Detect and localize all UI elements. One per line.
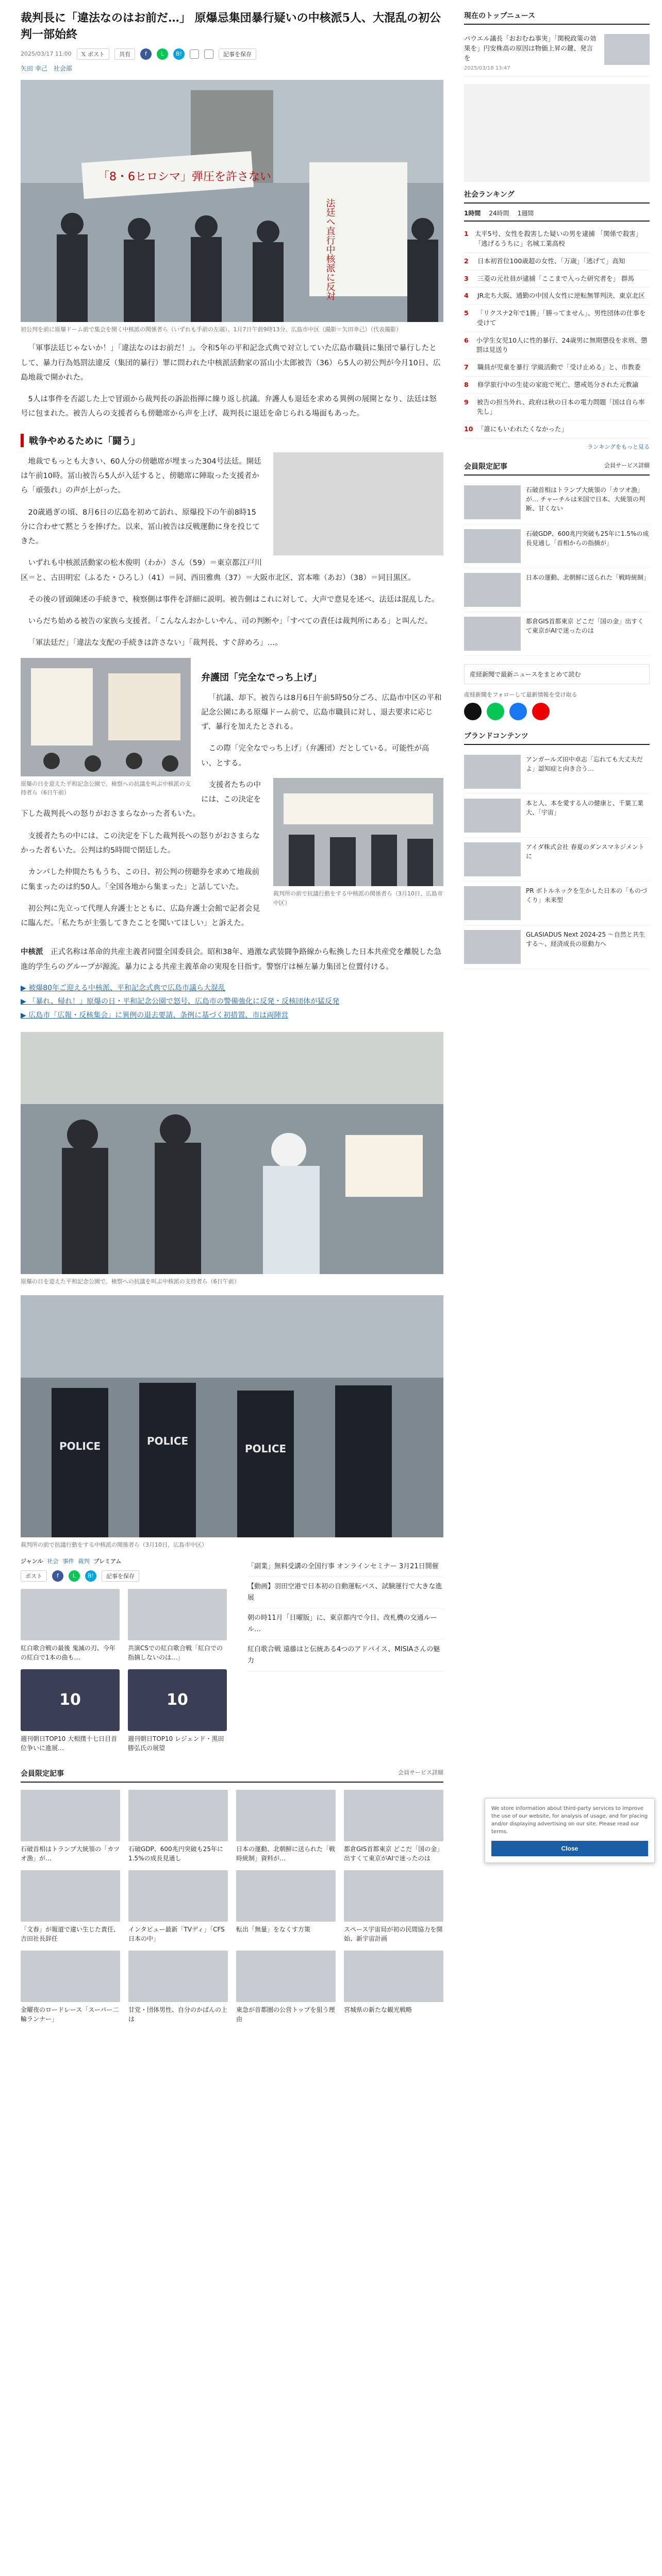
card-title: スペース宇宙局が初の民間協力を開始、新宇宙計画: [344, 1925, 443, 1942]
court-photo-art: [273, 778, 443, 886]
ranking-item[interactable]: [464, 332, 650, 360]
ranking-title: 社会ランキング: [464, 189, 650, 204]
top-news-headline: パウエル議長「おおむね事実」「関税政策の効果を」円安株高の原因は物価上昇の鍵、発言を: [464, 35, 597, 62]
paragraph: 20歳過ぎの頃、8月6日の広島を初めて訪れ、原爆投下の午前8時15分に合わせて黙とうを捧げた。以来、冨山被告は反戦運動に身を投じてきた。: [21, 508, 260, 546]
sidebar: [464, 10, 650, 969]
card-thumb: [344, 1870, 443, 1922]
card-title: 石破首相はトランプ大統領の「カツオ漁」が…: [21, 1845, 120, 1862]
premium-card[interactable]: [21, 1870, 120, 1943]
ranking-item[interactable]: [464, 377, 650, 394]
x-icon[interactable]: [464, 703, 482, 720]
item-text: 石破首相はトランプ大統領の「カツオ漁」が… チャーチルは米国で日本、大統領の判断、甘くない: [526, 486, 645, 512]
subheading-1: 戦争やめるために「闘う」: [21, 434, 443, 447]
protest-photo: [21, 658, 191, 776]
sidebar-ad[interactable]: [464, 84, 650, 182]
cookie-dialog: [485, 1798, 655, 1863]
rank-number: 2: [464, 257, 469, 265]
premium-card[interactable]: [21, 1951, 120, 2024]
item-thumb: [464, 886, 521, 920]
newsletter-text: 産経新聞で最新ニュースをまとめて読む: [470, 670, 581, 678]
share-x-button[interactable]: ポスト: [21, 1570, 47, 1582]
ranking-item[interactable]: [464, 270, 650, 288]
item-thumb: [464, 573, 521, 607]
card-thumb: [128, 1669, 227, 1731]
follow-label: 産経新聞をフォローして最新情報を受け取る: [464, 691, 577, 698]
paragraph: 支援者たちの中には、この決定を下した裁判長への怒りがおさまらなかった者もいた。: [21, 781, 261, 819]
item-text: 本と人、本を愛する人の健康と、千葉工業大、「宇宙」: [526, 799, 644, 816]
sns-row: [464, 703, 650, 720]
lead-photo-caption: 初公判を前に原爆ドーム前で集会を開く中核派の関係者ら（いずれも手前の左端）、1月7日午前9時13分、広島市中区（撮影＝矢田幸己）（代表撮影）: [21, 326, 402, 333]
lead-photo-art: [21, 80, 443, 322]
rank-number: 4: [464, 292, 469, 300]
inline-ad: [273, 452, 443, 555]
premium-section-head: [21, 1768, 443, 1783]
top-news-text: [464, 34, 599, 72]
related-link[interactable]: ▶ 広島市「広報・反核集会」に異例の退去要請、条例に基づく初措置、市は両陣営: [21, 1011, 289, 1020]
tags2-label: プレミアム: [93, 1557, 122, 1565]
related-links: [21, 981, 443, 1023]
line-icon[interactable]: L: [69, 1570, 80, 1582]
court-photo-caption: 裁判所の前で抗議行動をする中核派の関係者ら（3月10日、広島市中区）: [273, 890, 443, 906]
police-label: POLICE: [59, 1440, 101, 1453]
card-title: 紅白歌合戦の最後 鬼滅の刃、今年の紅白で1本の曲も…: [21, 1644, 115, 1661]
brand-item[interactable]: [464, 838, 650, 882]
list-item[interactable]: 朝の時11月「日曜版」に、東京都内で今日、改札機の交通ルール…: [247, 1608, 443, 1640]
hatena-icon[interactable]: B!: [85, 1570, 96, 1582]
rank-text: 修学旅行中の生徒の家庭で死亡、懲戒処分された元教諭: [477, 380, 639, 388]
rank-number: 7: [464, 363, 469, 371]
rank-number: 1: [464, 230, 469, 238]
premium-card[interactable]: [128, 1790, 228, 1863]
paragraph: いらだち始める被告の家族ら支援者。「こんなんおかしいやん、司の判断や」「すべての責任は裁判所にある」と叫んだ。: [28, 617, 433, 626]
sidebar-premium-more[interactable]: 会員サービス詳細: [604, 462, 650, 469]
lead-photo: [21, 80, 443, 322]
ranking-item[interactable]: [464, 394, 650, 421]
card-thumb: [21, 1870, 120, 1922]
save-article-button[interactable]: 記事を保存: [102, 1570, 139, 1582]
premium-card[interactable]: [344, 1790, 443, 1863]
tag[interactable]: 事件: [62, 1557, 74, 1565]
premium-card[interactable]: [21, 1790, 120, 1863]
list-item[interactable]: 「副業」無料受講の全国行事 オンラインセミナー 3月21日開催: [247, 1557, 443, 1577]
premium-card[interactable]: [128, 1870, 228, 1943]
tags-label: ジャンル: [21, 1557, 43, 1565]
item-thumb: [464, 485, 521, 519]
item-text: 都倉GIS首都東京 どこだ「国の金」出すくて東京がAIで迷ったのは: [526, 617, 644, 634]
article-meta: [21, 48, 443, 60]
rank-text: 三菱の元社員が逮捕「ここまで入った研究者を」 群馬: [477, 274, 634, 282]
item-thumb: [464, 799, 521, 833]
card-thumb: [236, 1951, 336, 2002]
card-title: 「文春」が報道で違い生じた責任、吉田社長辞任: [21, 1925, 120, 1942]
card-thumb: [128, 1589, 227, 1640]
rank-text: 「誰にもいわれたくなかった」: [477, 425, 568, 433]
below-card[interactable]: [128, 1669, 227, 1753]
ranking-item[interactable]: [464, 359, 650, 377]
footnote-text: 正式名称は革命的共産主義者同盟全国委員会。昭和38年、過激な武装闘争路線から転換した日本共産党を離脱した急進的学生らのグループが源流。暴力による共産主義革命の実現を目指す。警察庁は極左暴力集団と位置付ける。: [21, 948, 441, 971]
premium-card[interactable]: [236, 1790, 336, 1863]
card-thumb: [21, 1669, 120, 1731]
top-news-thumb: [604, 34, 650, 65]
ranking-more-link[interactable]: ランキングをもっと見る: [587, 443, 650, 450]
print-icon[interactable]: [204, 49, 213, 59]
list-item[interactable]: 【動画】羽田空港で日本初の自動運転バス、試験運行で大きな進展: [247, 1577, 443, 1608]
card-thumb: [21, 1951, 120, 2002]
paragraph: いずれも中核派活動家の松木俊明（わか）さん（59）＝東京都江戸川区＝と、古田明宏（ふるた・ひろし）（41）＝同、西田雅典（37）＝大阪市北区、宮本唯（あお）（38）＝同目黒区。: [21, 559, 416, 582]
card-thumb: [344, 1951, 443, 2002]
rank-text: 職員が児童を暴行 学級活動で「受け止める」と、市教委: [477, 363, 641, 371]
rank-text: 太平5号、女性を殺害した疑いの男を逮捕 「関係で殺害」 「逃げるうちに」名城工業高校: [474, 230, 642, 247]
ranking-list: [464, 226, 650, 438]
premium-card[interactable]: [344, 1870, 443, 1943]
card-title: 石破GDP、600兆円突破も25年に1.5%の成長見通し: [128, 1845, 223, 1862]
ranking-item[interactable]: [464, 253, 650, 270]
footnote-label: 中核派: [21, 948, 43, 957]
sidebar-premium-item[interactable]: [464, 612, 650, 656]
rank-number: 8: [464, 380, 469, 388]
youtube-icon[interactable]: [532, 703, 550, 720]
police-photo-caption: 裁判所の前で抗議行動をする中核派の関係者ら（3月10日、広島市中区）: [21, 1541, 207, 1549]
item-thumb: [464, 617, 521, 651]
item-thumb: [464, 755, 521, 789]
card-thumb: [21, 1589, 120, 1640]
line-icon[interactable]: L: [157, 48, 168, 60]
card-thumb: [344, 1790, 443, 1841]
cookie-text: We store information about third-party services to improve the use of our website, for analysis of usage, and for placing and/or displaying advertising on our site. Please read our terms.: [491, 1806, 648, 1835]
article-title: 裁判長に「違法なのはお前だ…」 原爆忌集団暴行疑いの中核派5人、大混乱の初公判一部始終: [21, 11, 441, 41]
sidebar-premium-item[interactable]: [464, 481, 650, 524]
cookie-close-button[interactable]: Close: [491, 1841, 648, 1856]
save-article-button[interactable]: 記事を保存: [219, 48, 256, 60]
item-text: アイダ株式会社 春夏のダンスマネジメントに: [526, 843, 644, 860]
paragraph: この際「完全なでっち上げ」（弁護団）だとしている。可能性が高い、とする。: [201, 744, 429, 768]
card-thumb: [21, 1790, 120, 1841]
card-title: 宮城県の新たな観光戦略: [344, 2006, 412, 2013]
paragraph: 地裁でもっとも大きい、60人分の傍聴席が埋まった304号法廷。開廷は午前10時。冨山被告ら5人が入廷すると、傍聴席に陣取った支援者から「頑張れ」の声が上がった。: [21, 457, 261, 495]
card-thumb: [236, 1870, 336, 1922]
share-x-label: ポスト: [87, 50, 105, 58]
list-item[interactable]: 紅白歌合戦 遠藤はと伝統ある4つのアドバイス、MISIAさんの魅力: [247, 1640, 443, 1671]
protest-photo-art: [21, 658, 191, 776]
ranking-item[interactable]: [464, 226, 650, 253]
facebook-icon[interactable]: f: [52, 1570, 63, 1582]
police-label: POLICE: [147, 1435, 189, 1448]
banner-text-2: 法廷へ直行中核派に反対: [324, 198, 336, 300]
rank-number: 6: [464, 336, 469, 344]
rank-text: 「リクスナ2年で1勝」「勝ってません」、男性団体の仕事を受けて: [476, 309, 646, 327]
rank-number: 3: [464, 274, 469, 282]
bottom-list: [247, 1557, 443, 1672]
article-date: 2025/03/17 11:00: [21, 50, 72, 58]
item-text: 日本の運動、北朝鮮に送られた「戦時統制」: [526, 573, 650, 581]
card-title: 週刊朝日TOP10 レジェンド・黒田勝弘氏の展望: [128, 1735, 224, 1752]
paragraph: 初公判に先立って代理人弁護士とともに、広島弁護士会館で記者会見に臨んだ。「私たちが主張してきたことを聞いてほしい」と訴えた。: [21, 904, 260, 928]
facebook-icon[interactable]: [509, 703, 527, 720]
card-title: 東急が首都圏の公営トップを狙う理由: [236, 2006, 335, 2023]
section-title: 会員限定記事: [21, 1769, 64, 1778]
paragraph: カンパした仲間たちもうち、この日、初公判の傍聴券を求めて地裁前に集まったのは約50人。「全国各地から集まった」と話していた。: [21, 868, 259, 891]
rank-text: 被告の担当外れ、政府は秋の日本の電力問題「国は自ら率先し」: [476, 398, 645, 416]
rank-text: 小学生女児10人に性的暴行、24歳男に無期懲役を求刑、懲罰は見送り: [476, 336, 648, 354]
clash-photo: [21, 1032, 443, 1274]
ranking-item[interactable]: [464, 421, 650, 438]
facebook-icon[interactable]: f: [140, 48, 152, 60]
card-thumb: [128, 1870, 228, 1922]
related-link[interactable]: ▶ 「暴れ、帰れ！」原爆の日・平和記念公園で怒号、広島市の警備強化に反発・反核団体が猛反発: [21, 997, 340, 1006]
item-text: アンガールズ田中卓志「忘れても大丈夫だよ」認知症と向き合う…: [526, 755, 643, 772]
rank-text: 日本初首位100歳超の女性、「万歳」「逃げて」高知: [477, 257, 625, 265]
paragraph: 「軍法廷だ」「違法な支配の手続きは許さない」「裁判長、すぐ辞めろ」…。: [28, 639, 283, 648]
brand-item[interactable]: [464, 794, 650, 838]
card-thumb: [236, 1790, 336, 1841]
item-text: GLASIADUS Next 2024-25 〜自然と共生する〜、経済成長の原動力へ: [526, 930, 646, 947]
card-title: 共演CSでの紅白歌合戦「紅白での指摘しないのは…」: [128, 1644, 223, 1661]
footnote: [21, 945, 443, 974]
brand-item[interactable]: [464, 925, 650, 969]
banner-text: 「8・6ヒロシマ」弾圧を許さない: [98, 170, 271, 183]
mail-icon[interactable]: [190, 49, 199, 59]
tab-1h[interactable]: 1時間: [464, 210, 481, 217]
brand-item[interactable]: [464, 750, 650, 794]
court-photo: [273, 778, 443, 886]
top-news-time: 2025/03/18 13:47: [464, 65, 510, 72]
paragraph: 「抗議、却下。被告らは8月6日午前5時50分ごろ、広島市中区の平和記念公園にある原爆ドーム前で、広島市職員に対し、退去要求に応じず、暴行を加えたとされる。: [201, 693, 442, 732]
brand-title: ブランドコンテンツ: [464, 731, 650, 745]
article-column: [21, 10, 443, 2024]
top-news-title: 現在のトップニュース: [464, 10, 650, 25]
photo-block-2: [21, 658, 191, 798]
article-body: [21, 341, 443, 974]
section-more-link[interactable]: 会員サービス詳細: [398, 1769, 443, 1776]
card-thumb: [128, 1790, 228, 1841]
sidebar-premium-head: [464, 461, 650, 476]
card-title: 転出「無量」をなくす方策: [236, 1925, 311, 1933]
premium-card[interactable]: [128, 1951, 228, 2024]
premium-grid: [21, 1790, 443, 2024]
police-photo: [21, 1295, 443, 1537]
item-thumb: [464, 529, 521, 563]
card-title: 日本の運動、北朝鮮に送られた「戦時統制」資料が…: [236, 1845, 336, 1862]
hatena-icon[interactable]: B!: [173, 48, 185, 60]
paragraph: その後の冒頭陳述の手続きで、検察側は事件を詳細に説明。被告側はこれに対して、大声で意見を述べ、法廷は混乱した。: [28, 595, 439, 604]
tag[interactable]: 社会: [47, 1557, 59, 1565]
brand-item[interactable]: [464, 882, 650, 925]
card-title: 金曜夜のロードレース「スーパー二輪ランナー」: [21, 2006, 119, 2023]
share-x-button[interactable]: [77, 48, 109, 60]
ranking-item[interactable]: [464, 305, 650, 332]
photo-block-3: [273, 778, 443, 907]
tab-24h[interactable]: 24時間: [489, 210, 509, 217]
tag[interactable]: 裁判: [78, 1557, 90, 1565]
card-title: 都倉GIS首都東京 どこだ「国の金」出すくて東京がAIで迷ったのは: [344, 1845, 443, 1862]
protest-photo-caption: 原爆の日を迎えた平和記念公園で、検察への抗議を叫ぶ中核派の支持者ら（6日午前）: [21, 780, 191, 796]
rank-number: 5: [464, 309, 469, 317]
line-icon[interactable]: [487, 703, 504, 720]
rank-number: 10: [464, 425, 473, 433]
top-news-item[interactable]: [464, 30, 650, 77]
paragraph: 「軍事法廷じゃないか！」「違法なのはお前だ！」。令和5年の平和記念式典で対立していた広島市職員に集団で暴行したとして、暴力行為処罰法違反（集団的暴行）罪に問われた中核派活動家の冨山小太郎被告（36）ら5人の初公判が今月10日、広島地裁で開かれた。: [21, 344, 441, 382]
premium-card[interactable]: [236, 1870, 336, 1943]
subheading-2: 弁護団「完全なでっち上げ」: [21, 670, 443, 684]
sidebar-premium-title: 会員限定記事: [464, 462, 507, 471]
sidebar-premium-item[interactable]: [464, 568, 650, 612]
top10-badge: 10: [167, 1691, 188, 1709]
tab-1w[interactable]: 1週間: [517, 210, 534, 217]
top10-badge: 10: [59, 1691, 81, 1709]
related-link[interactable]: ▶ 被爆80年ご迎える中核派、平和記念式典で広島市議ら大混乱: [21, 984, 226, 992]
card-thumb: [128, 1951, 228, 2002]
ranking-tabs: [464, 209, 650, 222]
clash-photo-art: [21, 1032, 443, 1274]
clash-photo-caption: 原爆の日を迎えた平和記念公園で、検察への抗議を叫ぶ中核派の支持者ら（6日午前）: [21, 1278, 240, 1285]
newsletter-box[interactable]: [464, 664, 650, 684]
police-photo-art: [21, 1295, 443, 1537]
police-label: POLICE: [245, 1443, 287, 1455]
item-thumb: [464, 930, 521, 964]
inline-ad-image[interactable]: [273, 452, 443, 555]
x-icon: 𝕏: [81, 50, 88, 58]
premium-card[interactable]: [236, 1951, 336, 2024]
card-title: 甘党・団体男性、自分のかばんの上は: [128, 2006, 228, 2023]
below-cards: [21, 1589, 227, 1753]
rank-number: 9: [464, 398, 469, 406]
rank-text: JR北ち大阪、通勤の中国人女性に逆転無罪判決、東京北区: [477, 292, 645, 300]
share-copy-button[interactable]: 共有: [114, 48, 135, 60]
below-card[interactable]: [128, 1589, 227, 1662]
card-title: 週刊朝日TOP10 大相撲十七日目首位争いに進展…: [21, 1735, 118, 1752]
below-card[interactable]: [21, 1669, 120, 1753]
card-title: インタビュー最新「TVディ」「CFS日本の中」: [128, 1925, 225, 1942]
sidebar-premium-item[interactable]: [464, 524, 650, 568]
item-text: PR ボトルネックを生かした日本の「ものづくり」未来型: [526, 887, 648, 904]
author-line[interactable]: 矢田 幸己 社会部: [21, 64, 72, 72]
paragraph: 5人は事件を否認した上で冒頭から裁判長の訴訟指揮に繰り返し抗議。弁護人も退廷を求める異例の展開となり、法廷は怒号に包まれた。被告人らの支援者らも傍聴席から声を上げ、裁判長に退廷を命じられる場面もあった。: [21, 395, 437, 418]
item-thumb: [464, 842, 521, 876]
below-card[interactable]: [21, 1589, 120, 1662]
paragraph: 支援者たちの中には、この決定を下した裁判長への怒りがおさまらなかった者もいた。公判は約5時間で閉廷した。: [21, 832, 260, 855]
premium-card[interactable]: [344, 1951, 443, 2024]
item-text: 石破GDP、600兆円突破も25年に1.5%の成長見通し「首相からの指摘が」: [526, 530, 649, 547]
ranking-item[interactable]: [464, 287, 650, 305]
